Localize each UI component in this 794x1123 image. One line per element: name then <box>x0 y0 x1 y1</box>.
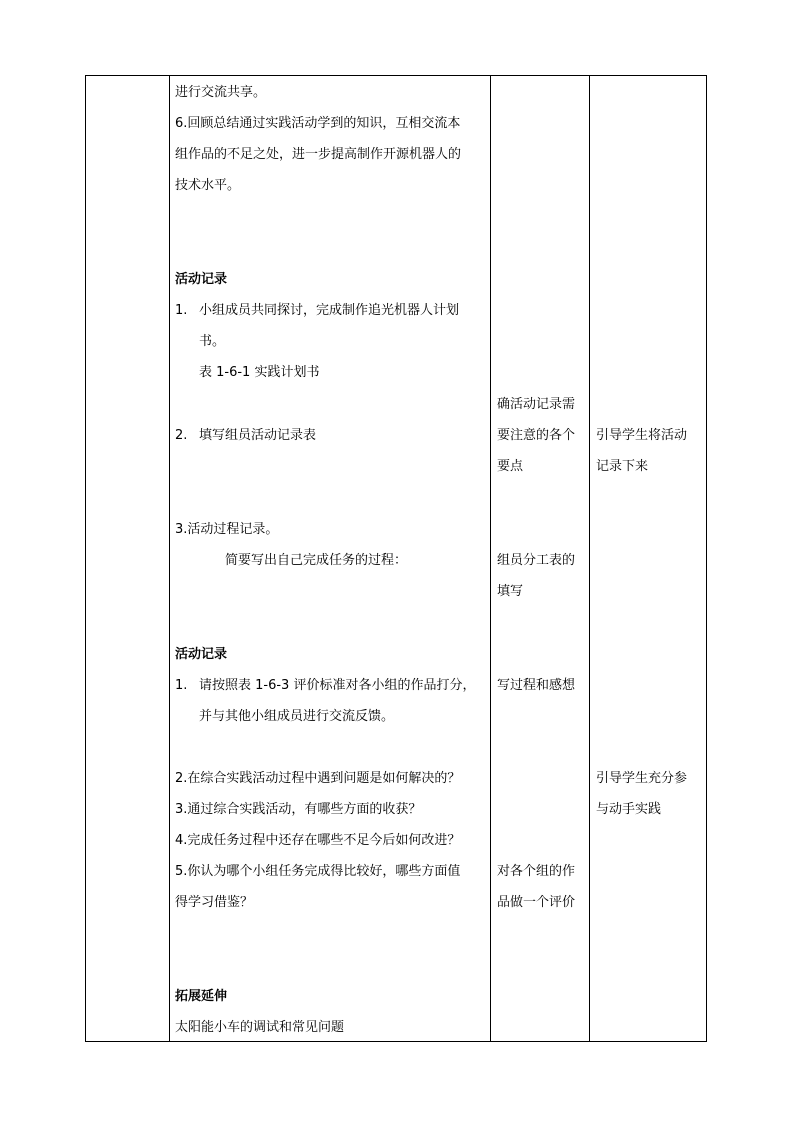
student-activity-line: 确活动记录需 <box>497 397 576 412</box>
content-line: 简要写出自己完成任务的过程： <box>225 553 408 568</box>
section-heading: 拓展延伸 <box>175 989 228 1004</box>
student-activity-line: 写过程和感想 <box>497 678 576 693</box>
list-item-text: 小组成员共同探讨，完成制作追光机器人计划 <box>199 303 460 318</box>
content-line: 进行交流共享。 <box>175 85 267 100</box>
student-activity-line: 品做一个评价 <box>497 895 576 910</box>
question: 3.通过综合实践活动，有哪些方面的收获？ <box>175 802 422 817</box>
content-line: 3.活动过程记录。 <box>175 522 279 537</box>
question: 4.完成任务过程中还存在哪些不足今后如何改进？ <box>175 833 461 848</box>
content-line: 组作品的不足之处，进一步提高制作开源机器人的 <box>175 147 462 162</box>
list-number: 2. <box>175 428 188 443</box>
student-activity-line: 对各个组的作 <box>497 864 576 879</box>
list-item-text: 请按照表 1-6-3 评价标准对各小组的作品打分， <box>199 678 476 693</box>
content-line: 技术水平。 <box>175 178 241 193</box>
column-divider <box>490 76 491 1041</box>
section-heading: 活动记录 <box>175 272 228 287</box>
student-activity-line: 要点 <box>497 459 524 474</box>
list-number: 1. <box>175 678 188 693</box>
student-activity-line: 要注意的各个 <box>497 428 576 443</box>
content-line: 太阳能小车的调试和常见问题 <box>175 1020 345 1035</box>
list-item-text: 填写组员活动记录表 <box>199 428 317 443</box>
column-divider <box>589 76 590 1041</box>
list-item-text: 书。 <box>199 334 226 349</box>
design-intent-line: 引导学生充分参 <box>596 771 688 786</box>
question: 2.在综合实践活动过程中遇到问题是如何解决的？ <box>175 771 461 786</box>
content-line: 6.回顾总结通过实践活动学到的知识，互相交流本 <box>175 116 461 131</box>
list-item-text: 并与其他小组成员进行交流反馈。 <box>199 709 395 724</box>
column-divider <box>169 76 170 1041</box>
question: 5.你认为哪个小组任务完成得比较好，哪些方面值 <box>175 864 461 879</box>
section-heading: 活动记录 <box>175 647 228 662</box>
design-intent-line: 引导学生将活动 <box>596 428 688 443</box>
list-number: 1. <box>175 303 188 318</box>
question: 得学习借鉴？ <box>175 895 254 910</box>
student-activity-line: 组员分工表的 <box>497 553 576 568</box>
table-caption: 表 1-6-1 实践计划书 <box>199 365 320 380</box>
design-intent-line: 与动手实践 <box>596 802 662 817</box>
design-intent-line: 记录下来 <box>596 459 649 474</box>
student-activity-line: 填写 <box>497 584 524 599</box>
